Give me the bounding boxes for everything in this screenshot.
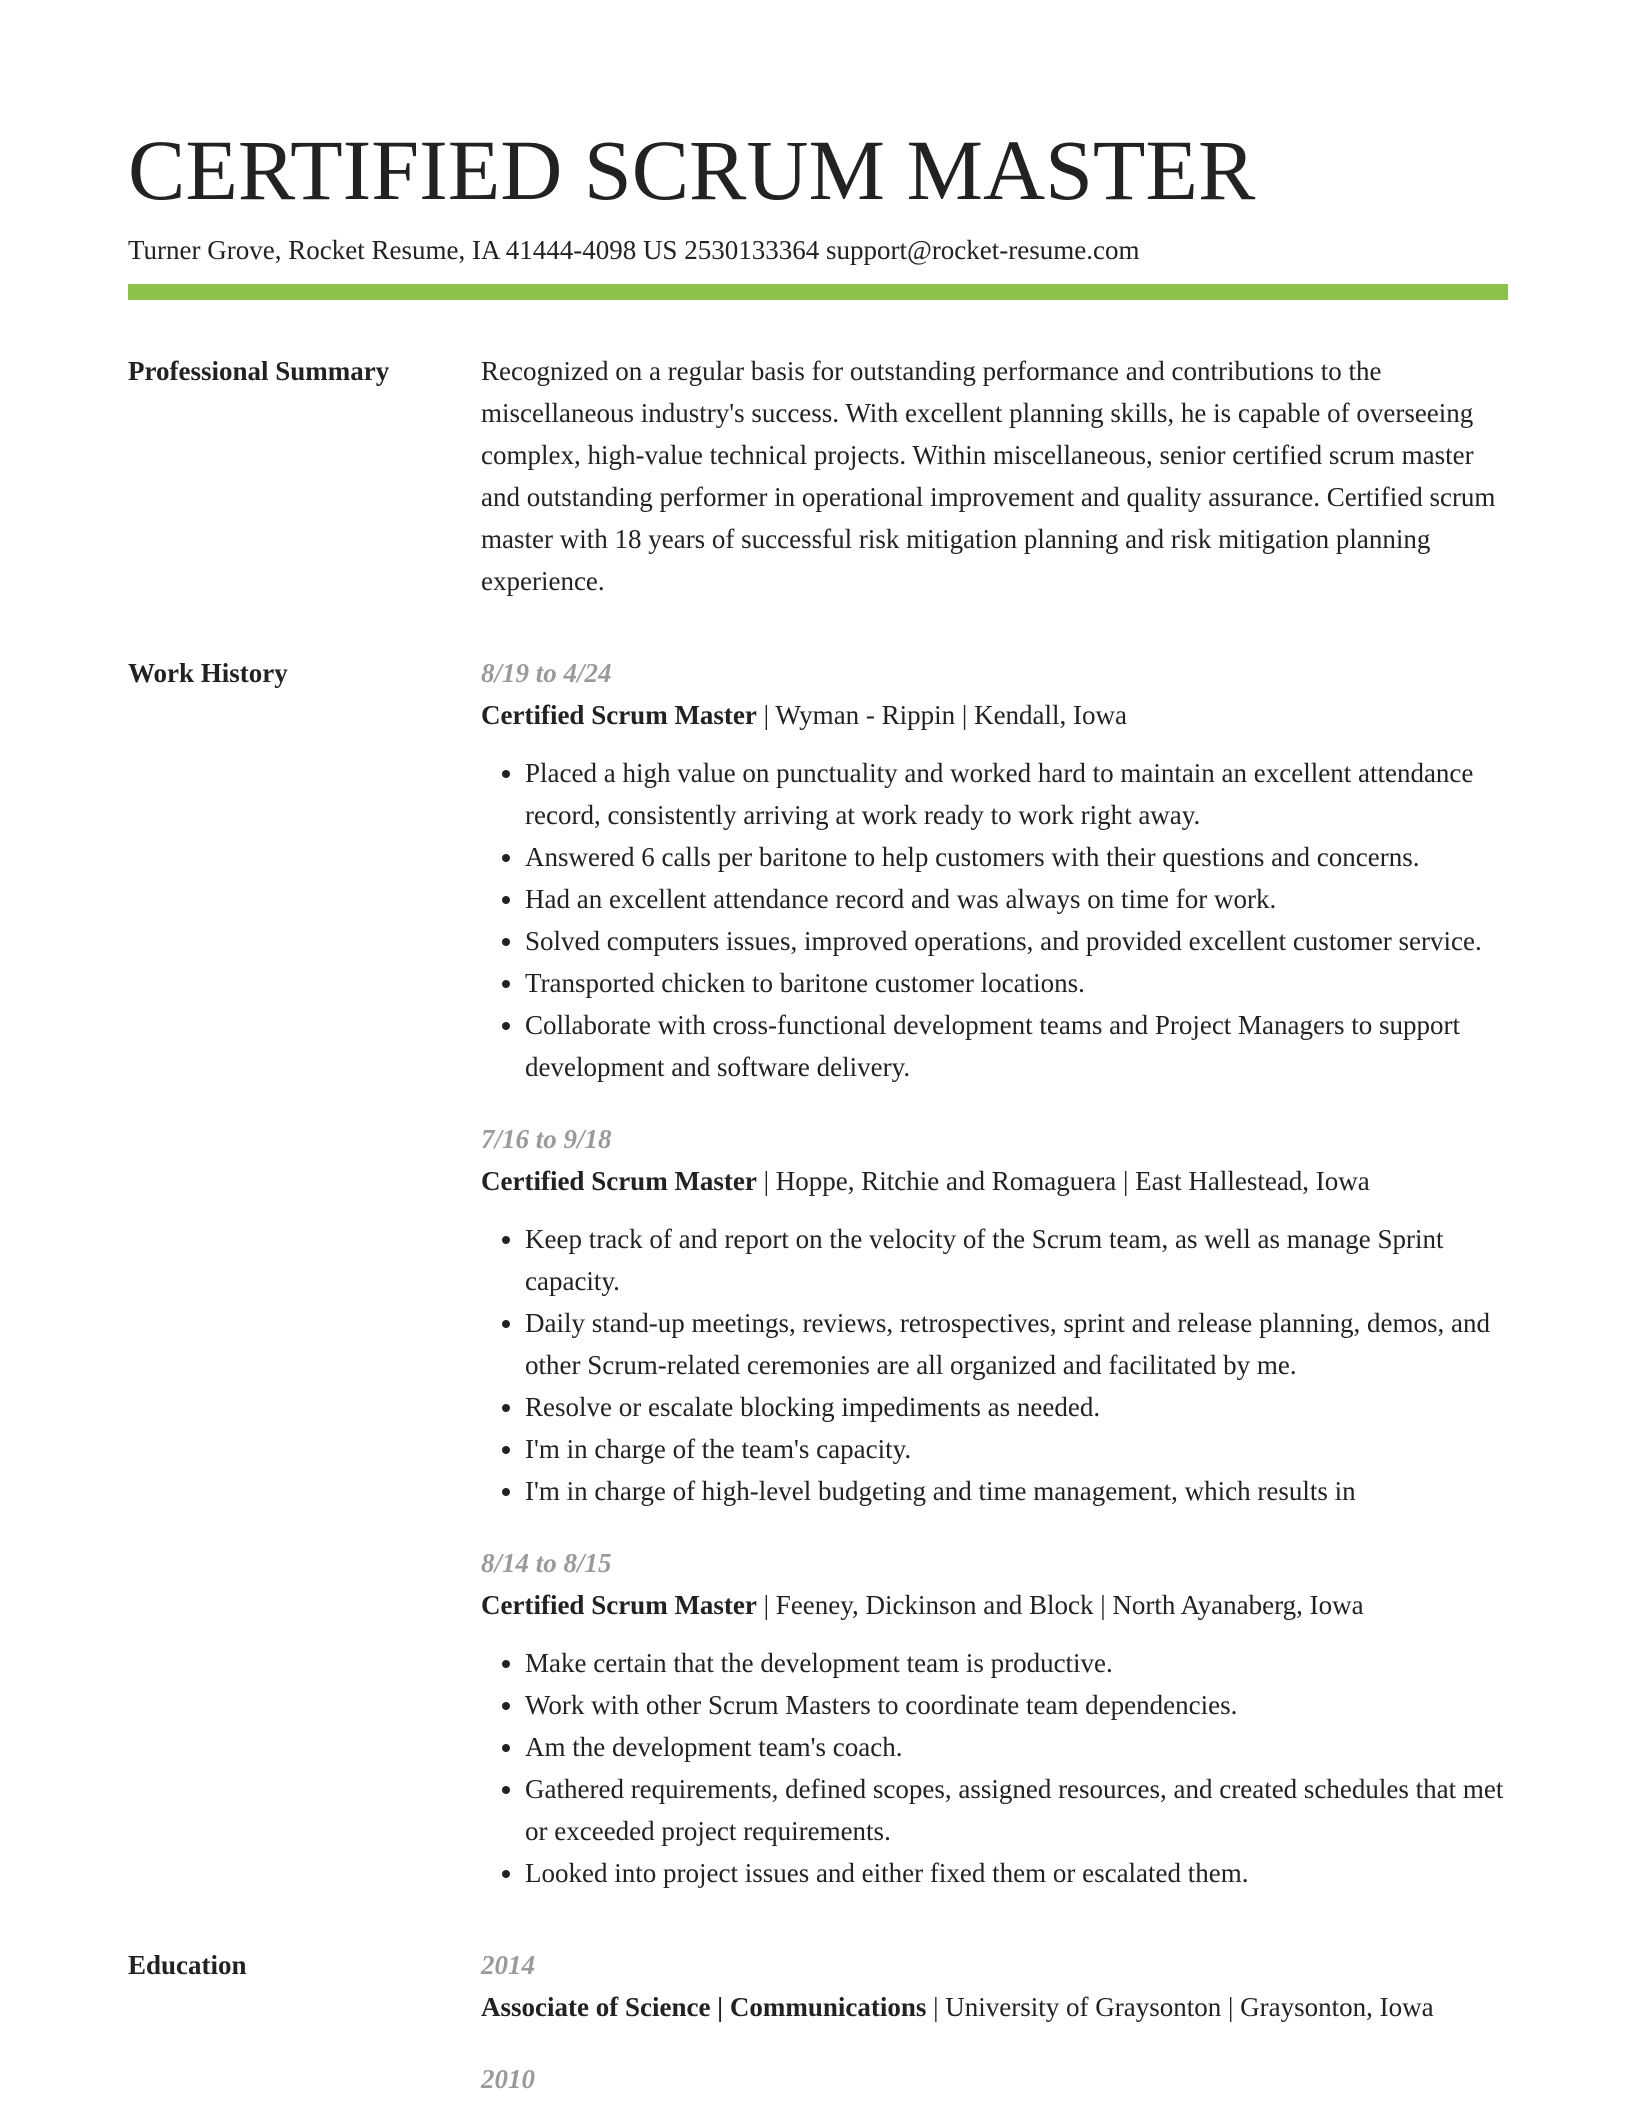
contact-phone: 2530133364 [684,235,820,265]
list-item: • Looked into project issues and either fixed them or escalated them. [525,1852,1508,1894]
job-details: | Feeney, Dickinson and Block | North Ayanaberg, Iowa [756,1590,1364,1620]
section-title-education: Education [128,1950,247,1980]
list-item: • Am the development team's coach. [525,1726,1508,1768]
education-degree: Associate of Science | Communications [481,1992,927,2022]
list-item: • Daily stand-up meetings, reviews, retrospectives, sprint and release planning, demos, and other Scrum-related ceremonies are all organized and facilitated by me. [525,1302,1508,1386]
job-details: | Wyman - Rippin | Kendall, Iowa [756,700,1128,730]
education-year: 2010 [481,2064,535,2094]
job-title-line [481,1160,1508,1202]
education-entry [481,1944,1508,2028]
job-title-line [481,1584,1508,1626]
job-bullets [481,752,1508,1088]
list-item: • Keep track of and report on the velocity of the Scrum team, as well as manage Sprint capacity. [525,1218,1508,1302]
job-dates: 7/16 to 9/18 [481,1124,612,1154]
list-item: • I'm in charge of the team's capacity. [525,1428,1508,1470]
section-title-summary: Professional Summary [128,356,390,386]
resume-page [128,120,1508,2100]
job-role: Certified Scrum Master [481,700,757,730]
accent-divider [128,284,1508,300]
education-degree-line [481,1986,1508,2028]
list-item: • Placed a high value on punctuality and worked hard to maintain an excellent attendance record, consistently arriving at work ready to work right away. [525,752,1508,836]
job-details: | Hoppe, Ritchie and Romaguera | East Hallestead, Iowa [756,1166,1370,1196]
list-item: • Had an excellent attendance record and was always on time for work. [525,878,1508,920]
job-bullets [481,1218,1508,1512]
list-item: • Make certain that the development team is productive. [525,1642,1508,1684]
work-history-section [128,652,1508,1894]
work-history-body [481,652,1508,1894]
contact-email: support@rocket-resume.com [825,235,1140,265]
list-item: • Answered 6 calls per baritone to help customers with their questions and concerns. [525,836,1508,878]
section-title-work-history: Work History [128,658,288,688]
job-entry [481,1542,1508,1894]
job-dates: 8/19 to 4/24 [481,658,612,688]
summary-body [481,350,1508,602]
job-role: Certified Scrum Master [481,1166,757,1196]
list-item: • I'm in charge of high-level budgeting and time management, which results in [525,1470,1508,1512]
list-item: • Solved computers issues, improved operations, and provided excellent customer service. [525,920,1508,962]
list-item: • Resolve or escalate blocking impediments as needed. [525,1386,1508,1428]
summary-section [128,350,1508,602]
education-body [481,1944,1508,2100]
education-entry [481,2058,1508,2100]
contact-address: Turner Grove, Rocket Resume, IA 41444-4098 US [128,235,678,265]
list-item: • Work with other Scrum Masters to coordinate team dependencies. [525,1684,1508,1726]
list-item: • Gathered requirements, defined scopes, assigned resources, and created schedules that met or exceeded project requirements. [525,1768,1508,1852]
job-entry [481,1118,1508,1512]
list-item: • Collaborate with cross-functional development teams and Project Managers to support development and software delivery. [525,1004,1508,1088]
education-details: | University of Graysonton | Graysonton, Iowa [926,1992,1434,2022]
job-title-line [481,694,1508,736]
job-entry [481,652,1508,1088]
education-year: 2014 [481,1950,535,1980]
contact-line [128,232,1508,268]
job-role: Certified Scrum Master [481,1590,757,1620]
education-section [128,1944,1508,2100]
job-dates: 8/14 to 8/15 [481,1548,612,1578]
resume-name: CERTIFIED SCRUM MASTER [128,122,1256,218]
summary-text: Recognized on a regular basis for outstanding performance and contributions to the miscellaneous industry's success. With excellent planning skills, he is capable of overseeing complex, high-value technical projects. Within miscellaneous, senior certified scrum master and outstanding performer in operational improvement and quality assurance. Certified scrum master with 18 years of successful risk mitigation planning and risk mitigation planning experience. [481,356,1496,596]
job-bullets [481,1642,1508,1894]
list-item: • Transported chicken to baritone customer locations. [525,962,1508,1004]
